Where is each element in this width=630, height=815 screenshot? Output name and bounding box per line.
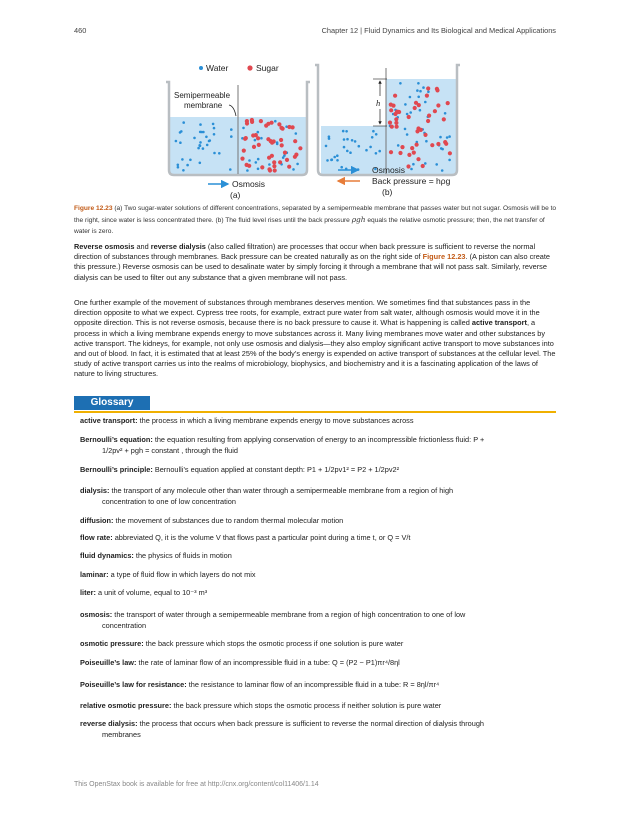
sugar-molecule	[250, 118, 254, 122]
water-molecule	[397, 144, 400, 147]
glossary-entry	[80, 550, 550, 561]
water-molecule	[202, 147, 205, 150]
water-molecule	[213, 133, 216, 136]
glossary-definition: the process in which a living membrane expends energy to move substances across	[139, 416, 414, 425]
water-molecule	[242, 127, 245, 130]
sugar-molecule	[280, 143, 284, 147]
water-molecule	[417, 96, 420, 99]
water-molecule	[292, 168, 295, 171]
glossary-definition-cont: concentration to one of low concentration	[102, 497, 236, 506]
water-molecule	[399, 82, 402, 85]
paragraph1-text: . (A piston can also create this pressure.) Reverse osmosis can be used to desalinate water by simply forcing it through a membrane that will not pass salt. Similarly, reverse dialysis can be used to filter out any substance that a given membrane will not pass.	[74, 252, 550, 282]
water-legend-dot	[199, 66, 203, 70]
water-molecule	[424, 101, 427, 104]
sugar-molecule	[415, 129, 419, 133]
sugar-molecule	[413, 106, 417, 110]
sugar-molecule	[407, 153, 411, 157]
water-molecule	[331, 158, 334, 161]
water-molecule	[375, 152, 378, 155]
osmosis-figure	[150, 52, 490, 204]
glossary-term: relative osmotic pressure:	[80, 701, 172, 710]
water-molecule	[206, 144, 209, 147]
legend-sugar-label: Sugar	[256, 63, 279, 73]
caption-label: Figure 12.23	[74, 205, 113, 212]
water-molecule	[179, 141, 182, 144]
glossary-entry	[80, 532, 550, 543]
glossary-definition: the physics of fluids in motion	[135, 551, 232, 560]
water-molecule	[248, 159, 251, 162]
paragraph1-text: and	[134, 242, 151, 251]
water-molecule	[425, 140, 428, 143]
water-molecule	[404, 103, 407, 106]
water-molecule	[197, 147, 200, 150]
sugar-molecule	[394, 121, 398, 125]
glossary-definition-cont: concentration	[102, 621, 147, 630]
water-molecule	[182, 169, 185, 172]
sugar-molecule	[400, 145, 404, 149]
glossary-entry	[80, 638, 550, 649]
glossary-definition: the process that occurs when back pressure is sufficient to reverse the normal direction of dialysis through	[139, 719, 484, 728]
sugar-molecule	[389, 108, 393, 112]
glossary-entry	[80, 718, 550, 740]
water-molecule	[182, 121, 185, 124]
sugar-molecule	[283, 151, 287, 155]
sugar-molecule	[388, 121, 392, 125]
sugar-molecule	[245, 121, 249, 125]
sugar-molecule	[251, 133, 255, 137]
glossary-term: Poiseuille’s law for resistance:	[80, 680, 187, 689]
water-molecule	[371, 136, 374, 139]
sugar-molecule	[426, 119, 430, 123]
glossary-entry	[80, 609, 550, 631]
water-molecule	[328, 137, 331, 140]
sugar-molecule	[278, 160, 282, 164]
water-molecule	[435, 163, 438, 166]
glossary-entry	[80, 485, 550, 507]
sugar-legend-dot	[247, 65, 252, 70]
sugar-molecule	[285, 158, 289, 162]
glossary-entry	[80, 569, 550, 580]
water-molecule	[189, 159, 192, 162]
sugar-molecule	[270, 141, 274, 145]
glossary-definition-cont: 1/2pv² + pgh = constant , through the fluid	[102, 446, 238, 455]
caption-text-2: equals the relative osmotic pressure; then, the net transfer of water is zero.	[74, 217, 545, 236]
water-molecule	[372, 130, 375, 133]
water-molecule	[254, 139, 257, 142]
sugar-molecule	[430, 143, 434, 147]
glossary-term: fluid dynamics:	[80, 551, 134, 560]
glossary-definition: the back pressure which stops the osmotic process if neither solution is pure water	[173, 701, 442, 710]
water-molecule	[257, 131, 260, 134]
sugar-molecule	[394, 117, 398, 121]
water-molecule	[441, 169, 444, 172]
water-molecule	[199, 162, 202, 165]
sugar-molecule	[257, 143, 261, 147]
sugar-molecule	[266, 137, 270, 141]
water-molecule	[296, 163, 299, 166]
sugar-molecule	[273, 168, 277, 172]
water-molecule	[326, 159, 329, 162]
water-molecule	[448, 159, 451, 162]
water-molecule	[427, 91, 430, 94]
sugar-molecule	[243, 137, 247, 141]
glossary-entry	[80, 657, 550, 668]
sugar-molecule	[421, 164, 425, 168]
water-molecule	[186, 164, 189, 167]
glossary-term: osmotic pressure:	[80, 639, 144, 648]
water-molecule	[439, 136, 442, 139]
water-molecule	[255, 161, 258, 164]
water-molecule	[345, 130, 348, 133]
water-molecule	[260, 137, 263, 140]
glossary-entry	[80, 434, 550, 456]
water-molecule	[336, 154, 339, 157]
sugar-molecule	[293, 155, 297, 159]
water-molecule	[416, 89, 419, 92]
water-molecule	[199, 123, 202, 126]
legend-water-label: Water	[206, 63, 229, 73]
sugar-molecule	[242, 149, 246, 153]
water-molecule	[205, 136, 208, 139]
sugar-molecule	[389, 150, 393, 154]
sugar-molecule	[427, 114, 431, 118]
paragraph-reverse-osmosis	[74, 242, 560, 283]
water-molecule	[230, 128, 233, 131]
glossary-definition: a type of fluid flow in which layers do not mix	[110, 570, 256, 579]
membrane-label-2: membrane	[184, 101, 223, 110]
water-molecule	[276, 143, 279, 146]
water-molecule	[218, 152, 221, 155]
glossary-definition: the transport of water through a semipermeable membrane from a region of high concentration to one of low	[114, 610, 466, 619]
paragraph2-text: , a process in which a living membrane expends energy to move substances across it. Many living membranes move water and other substances by active transport. The kidneys, for example, not only use osmosis and dialysis—they also employ significant active transport to move substances into and out of blood. In fact, it is estimated that at least 25% of the body’s energy is expended on active transport of substances at the cellular level. The study of active transport carries us into the realms of microbiology, biophysics, and biochemistry and it is a fascinating application of the laws of nature to living structures.	[74, 318, 556, 379]
water-molecule	[246, 169, 249, 172]
water-molecule	[325, 145, 328, 148]
water-molecule	[177, 166, 180, 169]
caption-text-1: (a) Two sugar-water solutions of different concentrations, separated by a semipermeable membrane that passes water but not sugar. Osmosis will be to the right, since water is less concentrated there. (b) The fluid level rises until the back pressure	[74, 205, 557, 225]
sugar-molecule	[272, 164, 276, 168]
water-molecule	[412, 163, 415, 166]
glossary-term: Poiseuille’s law:	[80, 658, 137, 667]
water-molecule	[340, 166, 343, 169]
water-molecule	[422, 86, 425, 89]
beaker-b	[315, 65, 460, 175]
glossary-title: Glossary	[74, 396, 150, 410]
glossary-definition: Bernoulli’s equation applied at constant depth: P1 + 1/2pv1² = P2 + 1/2pv2²	[154, 465, 400, 474]
water-molecule	[177, 164, 180, 167]
water-molecule	[333, 156, 336, 159]
water-molecule	[342, 130, 345, 133]
glossary-definition: abbreviated Q, it is the volume V that flows past a particular point during a time t, or Q = V/t	[114, 533, 411, 542]
glossary-definition: the movement of substances due to random thermal molecular motion	[115, 516, 344, 525]
water-molecule	[346, 138, 349, 141]
sugar-molecule	[416, 157, 420, 161]
sugar-molecule	[406, 164, 410, 168]
glossary-definition: the back pressure which stops the osmotic process if one solution is pure water	[145, 639, 404, 648]
sugar-molecule	[442, 117, 446, 121]
sugar-molecule	[293, 139, 297, 143]
water-molecule	[193, 137, 196, 140]
sugar-molecule	[287, 165, 291, 169]
water-molecule	[199, 141, 202, 144]
water-molecule	[295, 132, 298, 135]
figure-link[interactable]: Figure 12.23	[422, 252, 466, 262]
glossary-term: osmosis:	[80, 610, 113, 619]
sugar-molecule	[444, 142, 448, 146]
sugar-molecule	[247, 164, 251, 168]
paragraph2-text: One further example of the movement of substances through membranes deserves mention. We sometimes find that substances pass in the direction opposite to what we expect. Cypress tree roots, for example, extract pure water from salt water, although osmosis would move it in the opposite direction. This is not reverse osmosis, because there is no back pressure to cause it. What is happening is called	[74, 298, 540, 328]
glossary-term: active transport:	[80, 416, 138, 425]
water-molecule	[257, 158, 260, 161]
sugar-molecule	[266, 122, 270, 126]
water-molecule	[446, 136, 449, 139]
glossary-entry	[80, 415, 550, 426]
glossary-definition: the resistance to laminar flow of an incompressible fluid in a tube: R = 8ηl/πr⁴	[188, 680, 440, 689]
water-molecule	[406, 133, 409, 136]
water-molecule	[343, 138, 346, 141]
water-molecule	[349, 151, 352, 154]
sugar-molecule	[433, 109, 437, 113]
sugar-molecule	[414, 101, 418, 105]
sugar-molecule	[252, 145, 256, 149]
water-molecule	[343, 146, 346, 149]
water-molecule	[346, 150, 349, 153]
sugar-molecule	[436, 103, 440, 107]
glossary-entry	[80, 700, 550, 711]
back-pressure-label: Back pressure = hρg	[372, 176, 451, 186]
water-molecule	[213, 152, 216, 155]
glossary-term: Bernoulli’s principle:	[80, 465, 153, 474]
chapter-header: Chapter 12 | Fluid Dynamics and Its Biological and Medical Applications	[321, 26, 556, 35]
page-number: 460	[74, 26, 87, 35]
water-molecule	[448, 135, 451, 138]
sugar-molecule	[435, 88, 439, 92]
water-molecule	[229, 168, 232, 171]
water-molecule	[268, 163, 271, 166]
water-molecule	[336, 159, 339, 162]
glossary-term: reverse dialysis:	[80, 719, 138, 728]
water-molecule	[417, 82, 420, 85]
sugar-molecule	[415, 143, 419, 147]
water-molecule	[354, 140, 357, 143]
water-molecule	[365, 149, 368, 152]
glossary-term: liter:	[80, 588, 96, 597]
water-molecule	[375, 133, 378, 136]
paragraph-active-transport	[74, 298, 560, 380]
sugar-molecule	[407, 115, 411, 119]
figure-caption	[74, 203, 559, 238]
glossary-term: Bernoulli’s equation:	[80, 435, 153, 444]
glossary-term: flow rate:	[80, 533, 113, 542]
water-molecule	[406, 113, 409, 116]
water-molecule	[351, 139, 354, 142]
sugar-molecule	[446, 101, 450, 105]
water-molecule	[404, 128, 407, 131]
water-molecule	[209, 139, 212, 142]
osmosis-label-a: Osmosis	[232, 179, 266, 189]
figure-label-b: (b)	[382, 187, 393, 197]
sugar-molecule	[436, 142, 440, 146]
sugar-molecule	[281, 127, 285, 131]
sugar-molecule	[240, 157, 244, 161]
glossary-entry	[80, 587, 550, 598]
sugar-molecule	[410, 146, 414, 150]
membrane-label-1: Semipermeable	[174, 91, 231, 100]
sugar-molecule	[426, 86, 430, 90]
glossary-header	[74, 395, 556, 413]
sugar-molecule	[260, 165, 264, 169]
water-molecule	[181, 158, 184, 161]
term-reverse-dialysis: reverse dialysis	[150, 242, 206, 251]
water-molecule	[441, 148, 444, 151]
glossary-definition: the transport of any molecule other than water through a semipermeable membrane from a region of high	[111, 486, 454, 495]
sugar-molecule	[395, 110, 399, 114]
sugar-molecule	[272, 160, 276, 164]
water-molecule	[419, 109, 422, 112]
glossary-entry	[80, 464, 550, 475]
caption-math: ρgh	[351, 215, 366, 225]
water-molecule	[257, 168, 260, 171]
figure-label-a: (a)	[230, 190, 241, 200]
water-molecule	[424, 162, 427, 165]
water-molecule	[378, 150, 381, 153]
glossary-definition: a unit of volume, equal to 10⁻³ m³	[97, 588, 208, 597]
osmosis-label-b: Osmosis	[372, 165, 406, 175]
water-molecule	[419, 90, 422, 93]
sugar-molecule	[395, 125, 399, 129]
water-molecule	[283, 154, 286, 157]
paragraph1-text: (also called filtration) are processes that occur when back pressure is sufficient to reverse the normal direction of substances through membranes. Back pressure can be created naturally as on the right side of	[74, 242, 536, 262]
water-molecule	[212, 123, 215, 126]
water-molecule	[213, 127, 216, 130]
sugar-molecule	[277, 122, 281, 126]
water-molecule	[444, 112, 447, 115]
glossary-entry	[80, 515, 550, 526]
water-molecule	[175, 140, 178, 143]
water-molecule	[230, 135, 233, 138]
height-label: h	[376, 98, 381, 108]
sugar-molecule	[256, 136, 260, 140]
sugar-molecule	[279, 138, 283, 142]
glossary-definition: the equation resulting from applying conservation of energy to an incompressible frictionless fluid: P +	[154, 435, 485, 444]
sugar-molecule	[412, 151, 416, 155]
sugar-molecule	[391, 104, 395, 108]
glossary-entry	[80, 679, 550, 690]
footer-note: This OpenStax book is available for free at http://cnx.org/content/col11406/1.14	[74, 781, 319, 788]
water-molecule	[180, 130, 183, 133]
sugar-molecule	[398, 151, 402, 155]
sugar-molecule	[259, 119, 263, 123]
sugar-molecule	[298, 146, 302, 150]
sugar-molecule	[268, 168, 272, 172]
glossary-term: diffusion:	[80, 516, 114, 525]
term-reverse-osmosis: Reverse osmosis	[74, 242, 135, 251]
glossary-term: laminar:	[80, 570, 109, 579]
water-molecule	[410, 168, 413, 171]
term-active-transport: active transport	[471, 318, 527, 328]
water-molecule	[198, 144, 201, 147]
glossary-definition: the rate of laminar flow of an incompressible fluid in a tube: Q = (P2 − P1)πr⁴/8ηl	[138, 658, 400, 667]
sugar-molecule	[390, 125, 394, 129]
water-molecule	[200, 131, 203, 134]
water-molecule	[358, 145, 361, 148]
membrane-pointer	[229, 105, 236, 116]
water-molecule	[369, 146, 372, 149]
sugar-molecule	[448, 151, 452, 155]
sugar-molecule	[425, 94, 429, 98]
water-molecule	[409, 111, 412, 114]
glossary-definition-cont: membranes	[102, 730, 141, 739]
glossary-term: dialysis:	[80, 486, 110, 495]
sugar-molecule	[270, 154, 274, 158]
sugar-molecule	[287, 125, 291, 129]
water-molecule	[409, 96, 412, 99]
sugar-molecule	[423, 133, 427, 137]
sugar-molecule	[393, 94, 397, 98]
water-molecule	[274, 120, 277, 123]
